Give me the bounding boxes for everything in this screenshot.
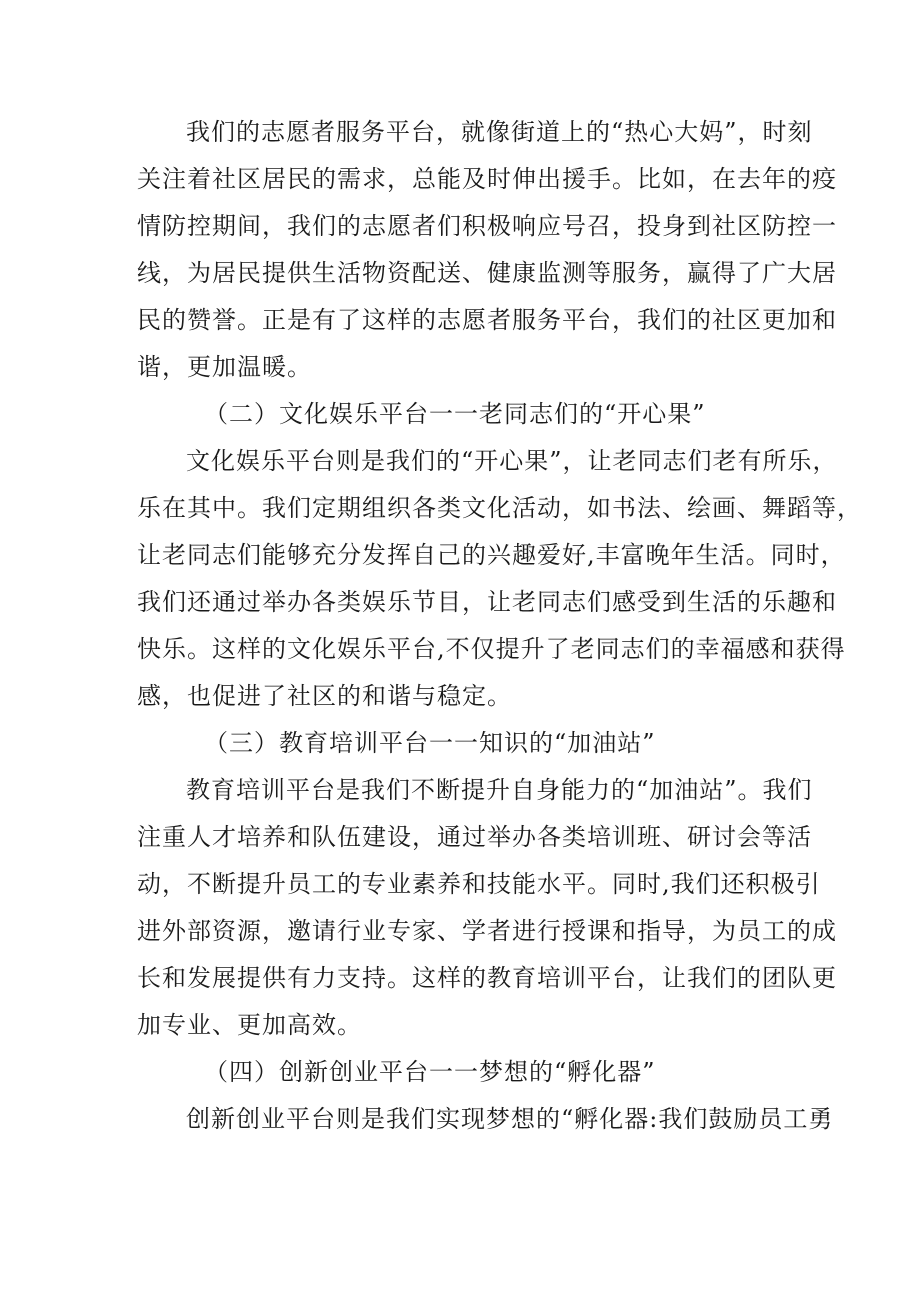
text-line: 乐在其中。我们定期组织各类文化活动，如书法、绘画、舞蹈等，	[137, 494, 862, 522]
text-line: 注重人才培养和队伍建设，通过举办各类培训班、研讨会等活	[137, 823, 812, 851]
text-line: 我们还通过举办各类娱乐节目，让老同志们感受到生活的乐趣和	[137, 588, 837, 616]
text-line: 线，为居民提供生活物资配送、健康监测等服务，赢得了广大居	[137, 259, 837, 287]
text-line: 加专业、更加高效。	[137, 1011, 362, 1039]
text-line: 快乐。这样的文化娱乐平台,不仅提升了老同志们的幸福感和获得	[137, 635, 846, 663]
text-line: 民的赞誉。正是有了这样的志愿者服务平台，我们的社区更加和	[137, 306, 837, 334]
text-line: 我们的志愿者服务平台，就像街道上的“热心大妈”，时刻	[186, 118, 813, 146]
text-line: 动，不断提升员工的专业素养和技能水平。同时,我们还积极引	[137, 870, 821, 898]
text-line: 情防控期间，我们的志愿者们积极响应号召，投身到社区防控一	[137, 212, 837, 240]
text-line: 谐，更加温暖。	[137, 353, 312, 381]
text-line: 文化娱乐平台则是我们的“开心果”，让老同志们老有所乐，	[186, 447, 838, 475]
text-line: 进外部资源，邀请行业专家、学者进行授课和指导，为员工的成	[137, 917, 837, 945]
text-line: 教育培训平台是我们不断提升自身能力的“加油站”。我们	[186, 776, 813, 804]
section-heading: （三）教育培训平台一一知识的“加油站”	[204, 729, 656, 757]
text-line: 感，也促进了社区的和谐与稳定。	[137, 682, 512, 710]
text-line: 长和发展提供有力支持。这样的教育培训平台，让我们的团队更	[137, 964, 837, 992]
text-line: 让老同志们能够充分发挥自己的兴趣爱好,丰富晚年生活。同时，	[137, 541, 846, 569]
section-heading: （二）文化娱乐平台一一老同志们的“开心果”	[204, 400, 706, 428]
text-line: 创新创业平台则是我们实现梦想的“孵化器:我们鼓励员工勇	[186, 1105, 834, 1133]
section-heading: （四）创新创业平台一一梦想的“孵化器”	[204, 1058, 656, 1086]
text-line: 关注着社区居民的需求，总能及时伸出援手。比如，在去年的疫	[137, 165, 837, 193]
